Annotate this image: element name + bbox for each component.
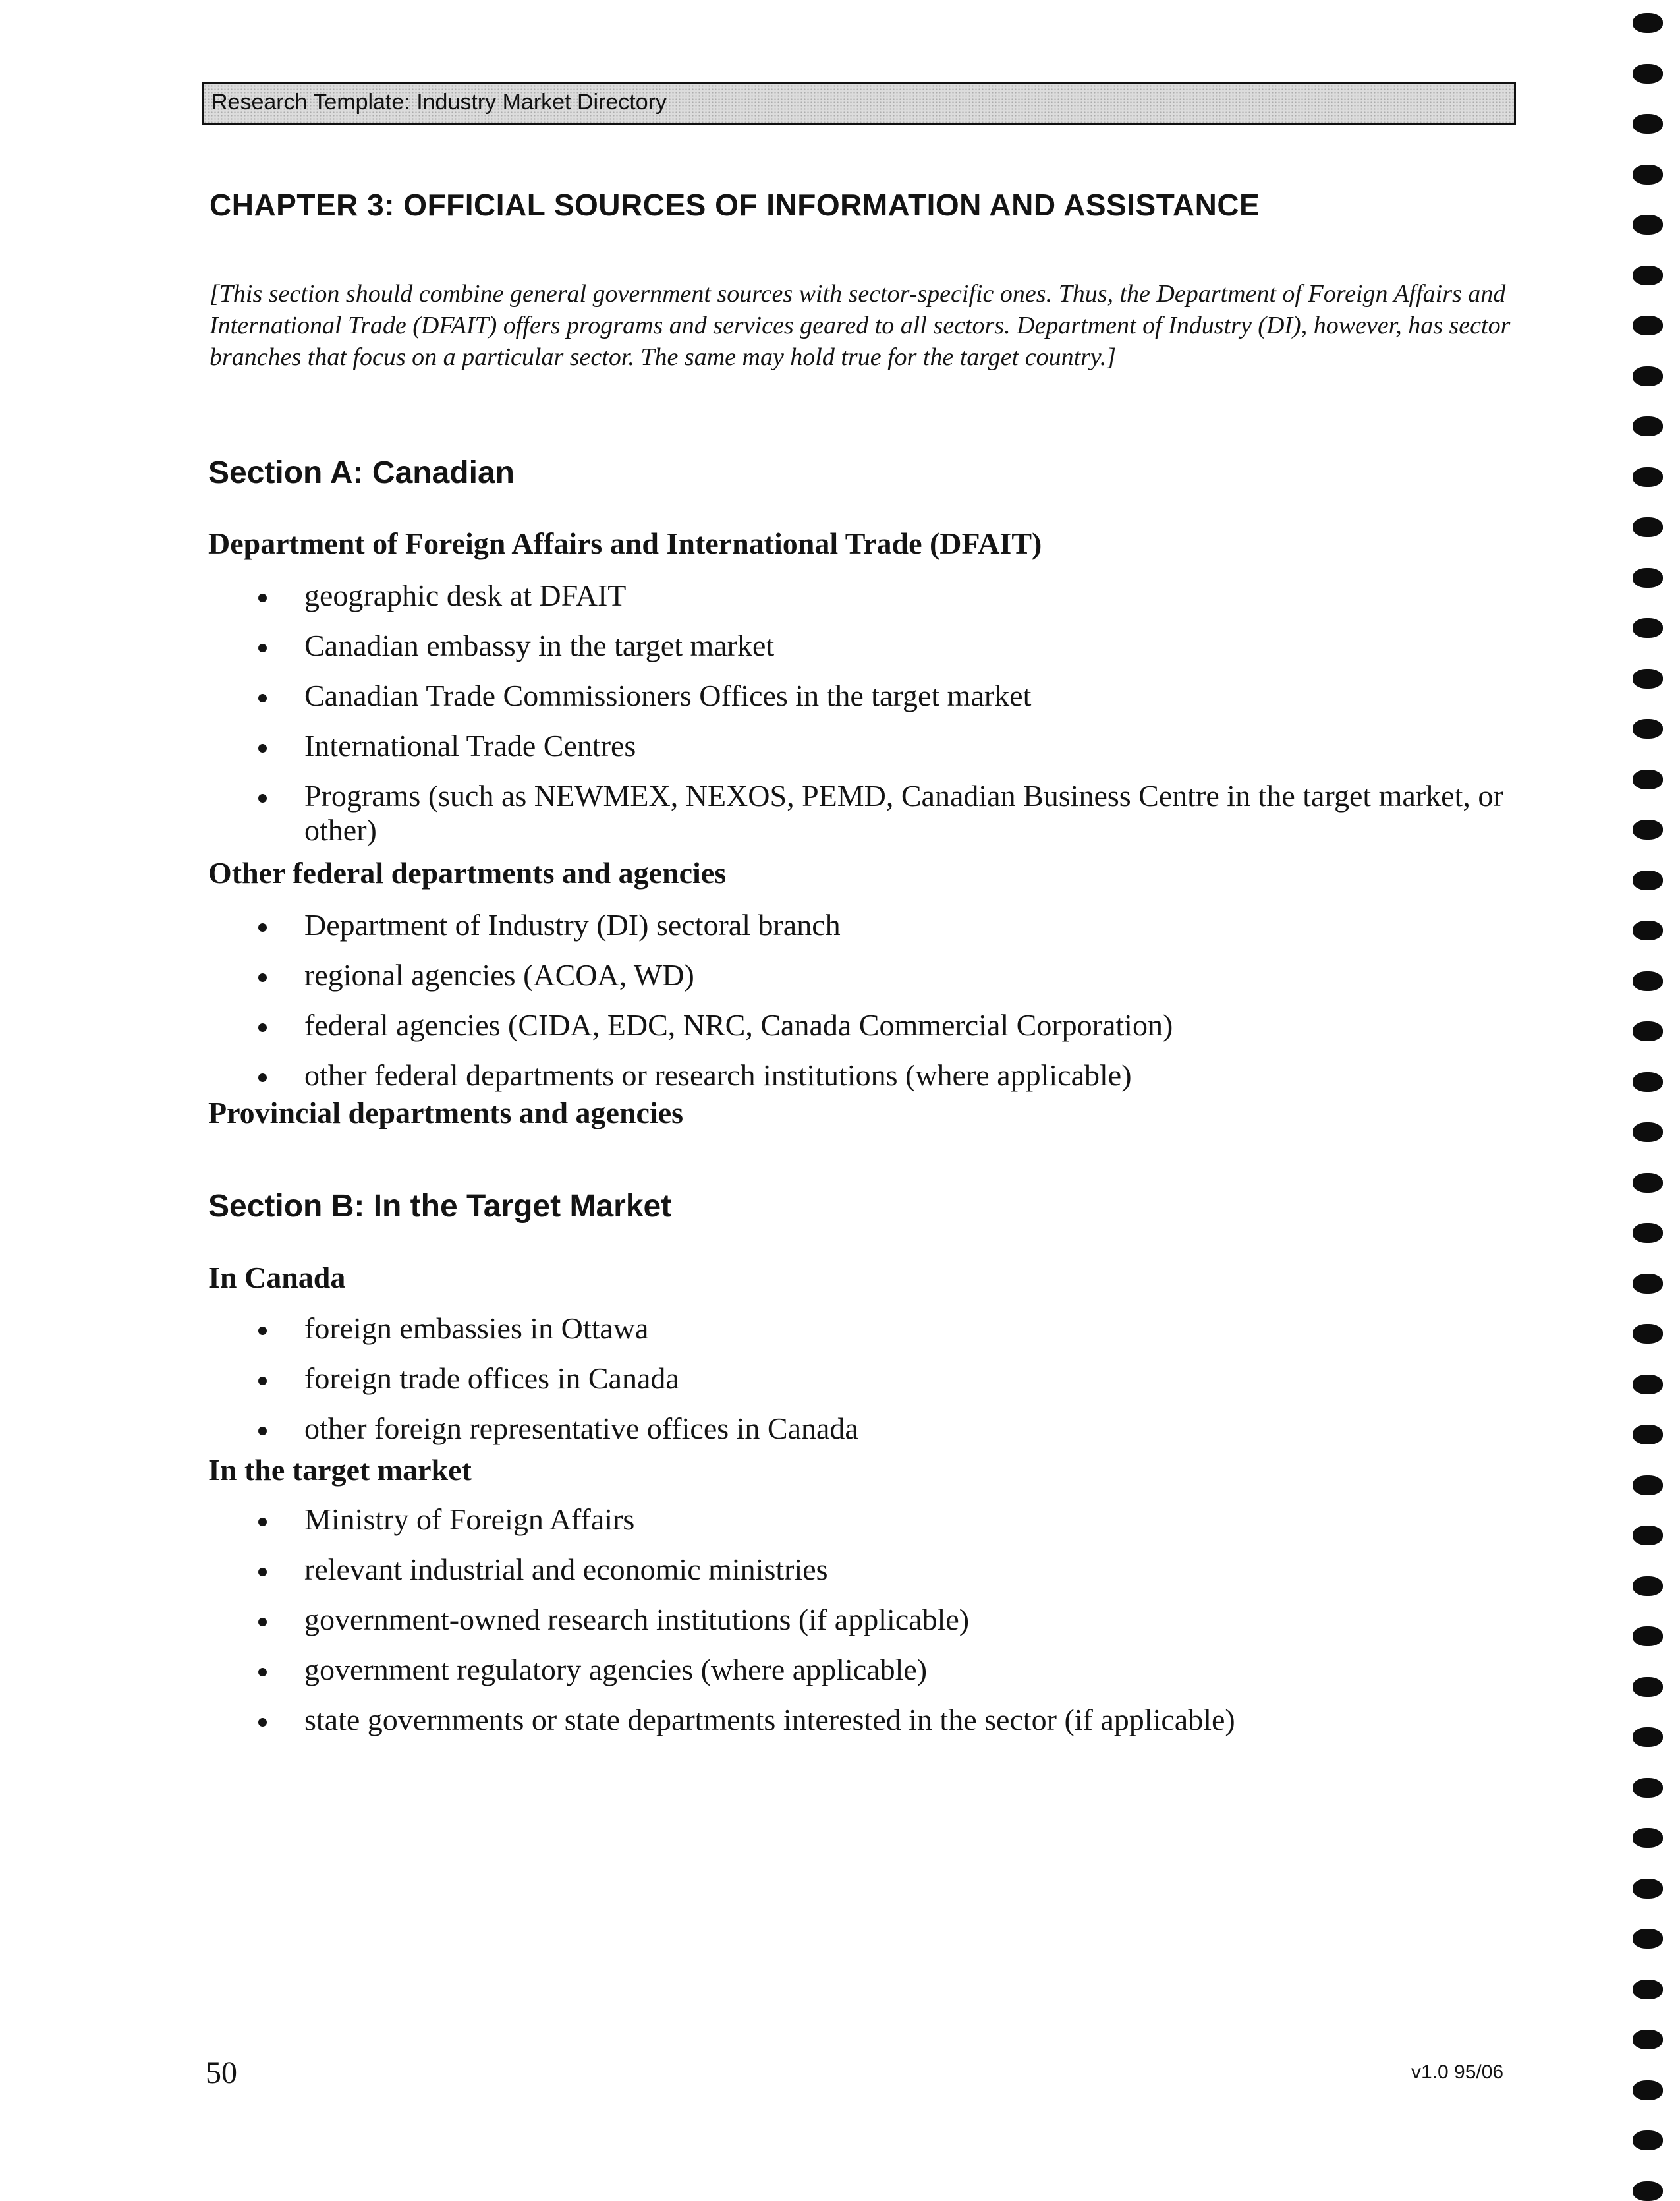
binding-hole [1633, 1980, 1663, 1999]
page-number: 50 [206, 2055, 237, 2090]
binding-hole [1633, 770, 1663, 789]
list-item: foreign trade offices in Canada [257, 1361, 1509, 1396]
dfait-heading: Department of Foreign Affairs and International Trade (DFAIT) [208, 527, 1042, 560]
list-item: government regulatory agencies (where applicable) [257, 1653, 1509, 1687]
list-item: geographic desk at DFAIT [257, 579, 1509, 613]
binding-hole [1633, 1879, 1663, 1899]
list-item: federal agencies (CIDA, EDC, NRC, Canada Commercial Corporation) [257, 1008, 1509, 1043]
binding-hole [1633, 871, 1663, 890]
list-item: other federal departments or research institutions (where applicable) [257, 1058, 1509, 1093]
binding-hole [1633, 1375, 1663, 1394]
binding-hole [1633, 366, 1663, 386]
binding-hole [1633, 2080, 1663, 2100]
list-item: International Trade Centres [257, 729, 1509, 763]
binding-hole [1633, 1677, 1663, 1697]
binding-hole [1633, 971, 1663, 991]
list-item: government-owned research institutions (if applicable) [257, 1603, 1509, 1637]
binding-hole [1633, 820, 1663, 840]
binding-hole [1633, 215, 1663, 235]
list-item: Programs (such as NEWMEX, NEXOS, PEMD, Canadian Business Centre in the target market, or other) [257, 779, 1509, 847]
binding-hole [1633, 1122, 1663, 1142]
provincial-heading: Provincial departments and agencies [208, 1096, 684, 1129]
list-item: foreign embassies in Ottawa [257, 1311, 1509, 1346]
spiral-binding-holes [1633, 0, 1672, 2196]
binding-hole [1633, 1021, 1663, 1041]
binding-hole [1633, 1778, 1663, 1798]
other-federal-list [257, 908, 1509, 1108]
binding-hole [1633, 2181, 1663, 2201]
version-label: v1.0 95/06 [1411, 2061, 1504, 2083]
binding-hole [1633, 1576, 1663, 1596]
binding-hole [1633, 719, 1663, 739]
binding-hole [1633, 1828, 1663, 1848]
binding-hole [1633, 416, 1663, 436]
list-item: Ministry of Foreign Affairs [257, 1502, 1509, 1537]
binding-hole [1633, 165, 1663, 185]
list-item: regional agencies (ACOA, WD) [257, 958, 1509, 992]
list-item: state governments or state departments interested in the sector (if applicable) [257, 1703, 1509, 1737]
binding-hole [1633, 1929, 1663, 1949]
binding-hole [1633, 467, 1663, 487]
binding-hole [1633, 517, 1663, 537]
binding-hole [1633, 568, 1663, 588]
in-target-market-heading: In the target market [208, 1453, 472, 1487]
binding-hole [1633, 921, 1663, 940]
in-canada-list [257, 1311, 1509, 1462]
binding-hole [1633, 1626, 1663, 1646]
running-header-label: Research Template: Industry Market Directory [211, 90, 667, 115]
binding-hole [1633, 1475, 1663, 1495]
binding-hole [1633, 1173, 1663, 1193]
binding-hole [1633, 1072, 1663, 1092]
intro-note: [This section should combine general government sources with sector-specific ones. Thus, the Department of Foreign Affairs and International Trade (DFAIT) offers programs and services geared to all sectors. Department of Industry (DI), however, has sector branches that focus on a particular sector. The same may hold true for the target country.] [210, 280, 1511, 371]
binding-hole [1633, 1324, 1663, 1344]
binding-hole [1633, 2130, 1663, 2150]
binding-hole [1633, 266, 1663, 285]
other-federal-heading: Other federal departments and agencies [208, 856, 727, 890]
dfait-list [257, 579, 1509, 863]
binding-hole [1633, 618, 1663, 638]
list-item: relevant industrial and economic ministries [257, 1553, 1509, 1587]
list-item: Canadian embassy in the target market [257, 629, 1509, 663]
in-canada-heading: In Canada [208, 1261, 346, 1294]
list-item: other foreign representative offices in Canada [257, 1412, 1509, 1446]
binding-hole [1633, 1223, 1663, 1243]
list-item: Canadian Trade Commissioners Offices in the target market [257, 679, 1509, 713]
section-b-heading: Section B: In the Target Market [208, 1189, 672, 1224]
running-header [202, 82, 1516, 125]
chapter-title: CHAPTER 3: OFFICIAL SOURCES OF INFORMATION AND ASSISTANCE [210, 188, 1260, 222]
binding-hole [1633, 669, 1663, 689]
binding-hole [1633, 316, 1663, 335]
binding-hole [1633, 13, 1663, 33]
binding-hole [1633, 1425, 1663, 1444]
binding-hole [1633, 64, 1663, 84]
binding-hole [1633, 1274, 1663, 1294]
binding-hole [1633, 114, 1663, 134]
list-item: Department of Industry (DI) sectoral branch [257, 908, 1509, 942]
binding-hole [1633, 1727, 1663, 1747]
section-a-heading: Section A: Canadian [208, 455, 515, 490]
binding-hole [1633, 2030, 1663, 2049]
in-target-market-list [257, 1502, 1509, 1753]
binding-hole [1633, 1526, 1663, 1545]
